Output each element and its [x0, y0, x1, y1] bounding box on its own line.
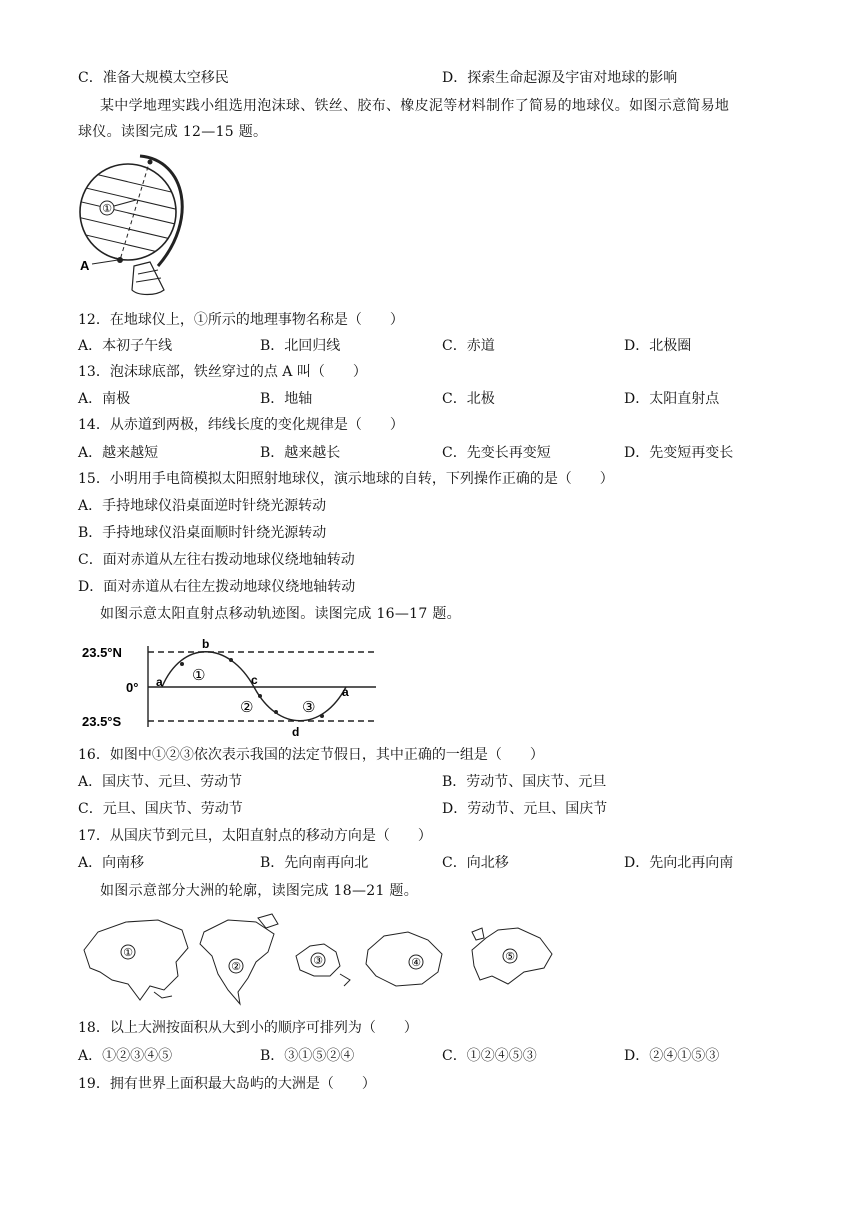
- continent-4-outline: [366, 932, 442, 986]
- question-stem: 13．泡沫球底部，铁丝穿过的点 A 叫（ ）: [78, 364, 367, 380]
- continent-1-outline: [84, 920, 188, 1000]
- option-b[interactable]: B．手持地球仪沿桌面顺时针绕光源转动: [78, 525, 327, 541]
- option-d[interactable]: D．劳动节、元旦、国庆节: [442, 801, 608, 817]
- label-a: A: [80, 258, 90, 273]
- option-d[interactable]: D．面对赤道从右往左拨动地球仪绕地轴转动: [78, 579, 356, 595]
- option-b[interactable]: B．越来越长: [260, 445, 341, 461]
- point-a1: a: [156, 675, 163, 689]
- question-stem: 15．小明用手电筒模拟太阳照射地球仪，演示地球的自转，下列操作正确的是（ ）: [78, 471, 614, 487]
- option-c[interactable]: C．面对赤道从左往右拨动地球仪绕地轴转动: [78, 552, 355, 568]
- option-d[interactable]: D．先向北再向南: [624, 855, 734, 871]
- option-b[interactable]: B．劳动节、国庆节、元旦: [442, 774, 607, 790]
- intro-text: 如图示意部分大洲的轮廓，读图完成 18—21 题。: [100, 883, 419, 899]
- lat-label-s: 23.5°S: [82, 714, 122, 729]
- option-c[interactable]: C．北极: [442, 391, 495, 407]
- option-a[interactable]: A．本初子午线: [78, 338, 173, 354]
- option-d[interactable]: D．北极圈: [624, 338, 692, 354]
- point-c: c: [251, 673, 258, 687]
- option-d[interactable]: D．探索生命起源及宇宙对地球的影响: [442, 70, 678, 86]
- question-stem: 14．从赤道到两极，纬线长度的变化规律是（ ）: [78, 417, 404, 433]
- option-c[interactable]: C．元旦、国庆节、劳动节: [78, 801, 243, 817]
- question-stem: 16．如图中①②③依次表示我国的法定节假日，其中正确的一组是（ ）: [78, 747, 544, 763]
- marker-3: ③: [302, 699, 316, 716]
- question-stem: 19．拥有世界上面积最大岛屿的大洲是（ ）: [78, 1076, 376, 1092]
- continent-2-label: ②: [231, 961, 241, 973]
- continent-3-label: ③: [313, 955, 323, 967]
- option-b[interactable]: B．先向南再向北: [260, 855, 369, 871]
- question-stem: 12．在地球仪上，①所示的地理事物名称是（ ）: [78, 312, 404, 328]
- continents-figure: [78, 910, 558, 1010]
- option-a[interactable]: A．手持地球仪沿桌面逆时针绕光源转动: [78, 498, 327, 514]
- intro-text: 球仪。读图完成 12—15 题。: [78, 124, 268, 140]
- option-d[interactable]: D．太阳直射点: [624, 391, 720, 407]
- lat-label-n: 23.5°N: [82, 645, 122, 660]
- option-a[interactable]: A．南极: [78, 391, 131, 407]
- label-1: ①: [102, 203, 112, 215]
- marker-1: ①: [192, 667, 206, 684]
- globe-ball: [80, 164, 176, 260]
- globe-figure: [78, 150, 198, 300]
- continent-1-label: ①: [123, 947, 133, 959]
- option-c[interactable]: C．向北移: [442, 855, 509, 871]
- point-a2: a: [342, 685, 349, 699]
- continent-5-label: ⑤: [505, 951, 515, 963]
- intro-text: 如图示意太阳直射点移动轨迹图。读图完成 16—17 题。: [100, 606, 461, 622]
- option-d[interactable]: D．先变短再变长: [624, 445, 734, 461]
- point-b: b: [202, 637, 210, 651]
- sun-path-figure: [78, 632, 388, 740]
- option-a[interactable]: A．越来越短: [78, 445, 159, 461]
- option-b[interactable]: B．地轴: [260, 391, 313, 407]
- option-a[interactable]: A．国庆节、元旦、劳动节: [78, 774, 243, 790]
- option-c[interactable]: C．赤道: [442, 338, 495, 354]
- option-c[interactable]: C．准备大规模太空移民: [78, 70, 229, 86]
- lat-label-0: 0°: [126, 680, 139, 695]
- option-a[interactable]: A．向南移: [78, 855, 145, 871]
- option-b[interactable]: B．③①⑤②④: [260, 1048, 355, 1064]
- option-b[interactable]: B．北回归线: [260, 338, 341, 354]
- option-c[interactable]: C．先变长再变短: [442, 445, 551, 461]
- continent-4-label: ④: [411, 957, 421, 969]
- option-c[interactable]: C．①②④⑤③: [442, 1048, 537, 1064]
- option-a[interactable]: A．①②③④⑤: [78, 1048, 173, 1064]
- marker-2: ②: [240, 699, 254, 716]
- question-stem: 18．以上大洲按面积从大到小的顺序可排列为（ ）: [78, 1020, 418, 1036]
- intro-text: 某中学地理实践小组选用泡沫球、铁丝、胶布、橡皮泥等材料制作了简易的地球仪。如图示意简易地: [100, 98, 730, 114]
- question-stem: 17．从国庆节到元旦，太阳直射点的移动方向是（ ）: [78, 828, 432, 844]
- option-d[interactable]: D．②④①⑤③: [624, 1048, 720, 1064]
- point-d: d: [292, 725, 300, 739]
